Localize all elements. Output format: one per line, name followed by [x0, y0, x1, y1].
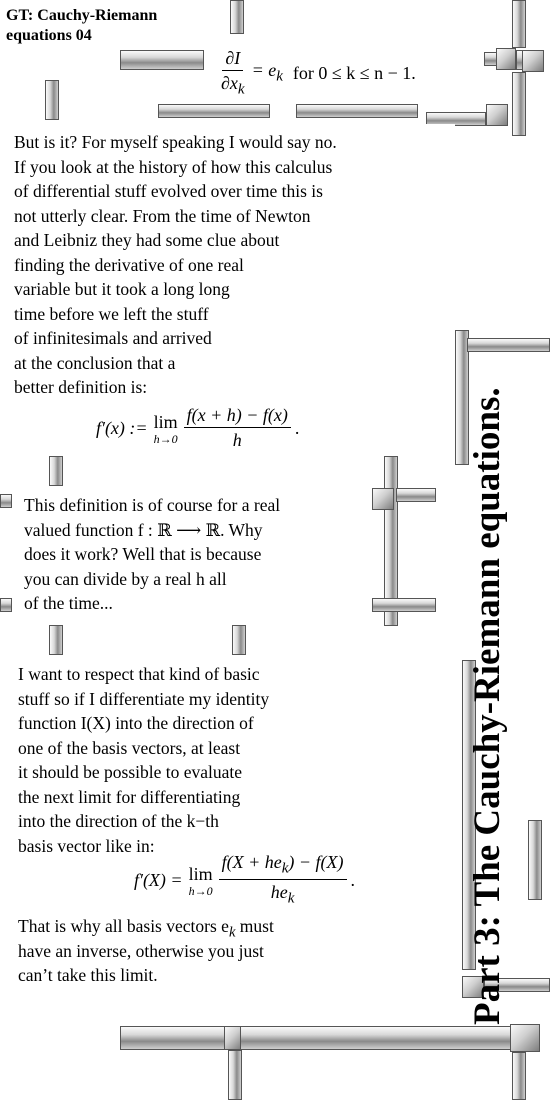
page-header — [6, 6, 157, 46]
equation-rhs: = $e_k$ — [251, 60, 283, 85]
decor-bar — [396, 488, 436, 502]
limit: lim h→0 — [153, 411, 178, 446]
numerator: f(x + h) − f(x) — [184, 405, 291, 428]
text-line: not utterly clear. From the time of Newton — [14, 205, 311, 226]
text-line: stuff so if I differentiate my identity — [18, 688, 270, 709]
decor-square — [486, 104, 508, 126]
decor-bar — [120, 50, 204, 70]
denominator: h — [232, 430, 242, 450]
text-line: better definition is: — [14, 377, 148, 397]
numerator: ∂I — [225, 47, 241, 68]
text-line: at the conclusion that a — [14, 352, 176, 373]
decor-bar — [45, 80, 59, 120]
equation-end: . — [294, 417, 300, 438]
decor-bar — [158, 104, 270, 118]
text-line: valued function f : ℝ ⟶ ℝ. Why — [24, 519, 263, 540]
decor-bar — [0, 598, 12, 612]
decor-bar — [372, 598, 436, 612]
limit: lim h→0 — [188, 863, 213, 898]
denominator: ∂x — [221, 72, 238, 93]
decor-bar — [296, 104, 418, 118]
text-line: time before we left the stuff — [14, 303, 209, 324]
equation-lhs: f′(X) = — [134, 869, 183, 890]
text-line: of differential stuff evolved over time this is — [14, 181, 323, 201]
header-line-1: GT: Cauchy-Riemann — [6, 7, 158, 24]
decor-bar — [512, 1052, 526, 1100]
fraction — [184, 405, 291, 451]
text-line: the next limit for differentiating — [18, 786, 241, 807]
text-line: can’t take this limit. — [18, 965, 158, 985]
basis-derivative-equation — [134, 854, 355, 906]
text-line: I want to respect that kind of basic — [18, 664, 260, 684]
decor-square — [496, 48, 516, 70]
decor-bar — [512, 0, 526, 48]
decor-square — [510, 1024, 540, 1052]
equation-end: . — [350, 869, 356, 890]
decor-bar — [120, 1026, 228, 1050]
fraction — [219, 852, 347, 907]
denominator-subscript: k — [237, 81, 245, 98]
decor-square — [522, 50, 544, 72]
decor-bar — [528, 820, 542, 900]
text-line: it should be possible to evaluate — [18, 762, 243, 782]
text-line: If you look at the history of how this calculus — [14, 156, 333, 177]
section-title-vertical: Part 3: The Cauchy-Riemann equations. — [467, 387, 508, 1025]
text-line: into the direction of the k−th — [18, 811, 219, 831]
text-line: basis vector like in: — [18, 835, 155, 856]
denominator: $he_k$ — [270, 882, 295, 907]
derivative-definition-equation — [96, 402, 299, 454]
equation-lhs: f′(x) := — [96, 417, 148, 438]
decor-bar — [230, 0, 244, 34]
text-line: variable but it took a long long — [14, 279, 230, 299]
text-line: you can divide by a real h all — [24, 568, 227, 589]
decor-bar — [232, 625, 246, 655]
text-line: function I(X) into the direction of — [18, 713, 254, 733]
decor-bar — [512, 72, 526, 136]
text-line: That is why all basis vectors $e_k$ must — [18, 916, 274, 941]
decor-bar — [240, 1026, 515, 1050]
decor-bar — [49, 625, 63, 655]
text-line: does it work? Well that is because — [24, 544, 262, 564]
paragraph-2 — [24, 493, 280, 616]
text-line: This definition is of course for a real — [24, 495, 281, 515]
text-line: of infinitesimals and arrived — [14, 328, 212, 348]
paragraph-3 — [18, 662, 269, 858]
partial-derivative-equation — [214, 46, 416, 100]
text-line: have an inverse, otherwise you just — [18, 940, 264, 961]
text-line: one of the basis vectors, at least — [18, 737, 241, 758]
text-line: finding the derivative of one real — [14, 254, 244, 275]
header-line-2: equations 04 — [6, 27, 92, 44]
decor-bar — [228, 1050, 242, 1100]
equation-condition: for 0 ≤ k ≤ n − 1. — [292, 62, 416, 83]
paragraph-1 — [14, 130, 337, 400]
text-line: But is it? For myself speaking I would say no. — [14, 132, 337, 152]
decor-bar — [0, 494, 12, 508]
text-line: of the time... — [24, 593, 113, 613]
decor-square — [372, 488, 394, 510]
paragraph-4 — [18, 914, 274, 988]
text-line: and Leibniz they had some clue about — [14, 230, 280, 250]
decor-bar — [49, 456, 63, 486]
fraction — [218, 48, 248, 99]
numerator: $f(X + he_k) - f(X)$ — [219, 852, 347, 880]
